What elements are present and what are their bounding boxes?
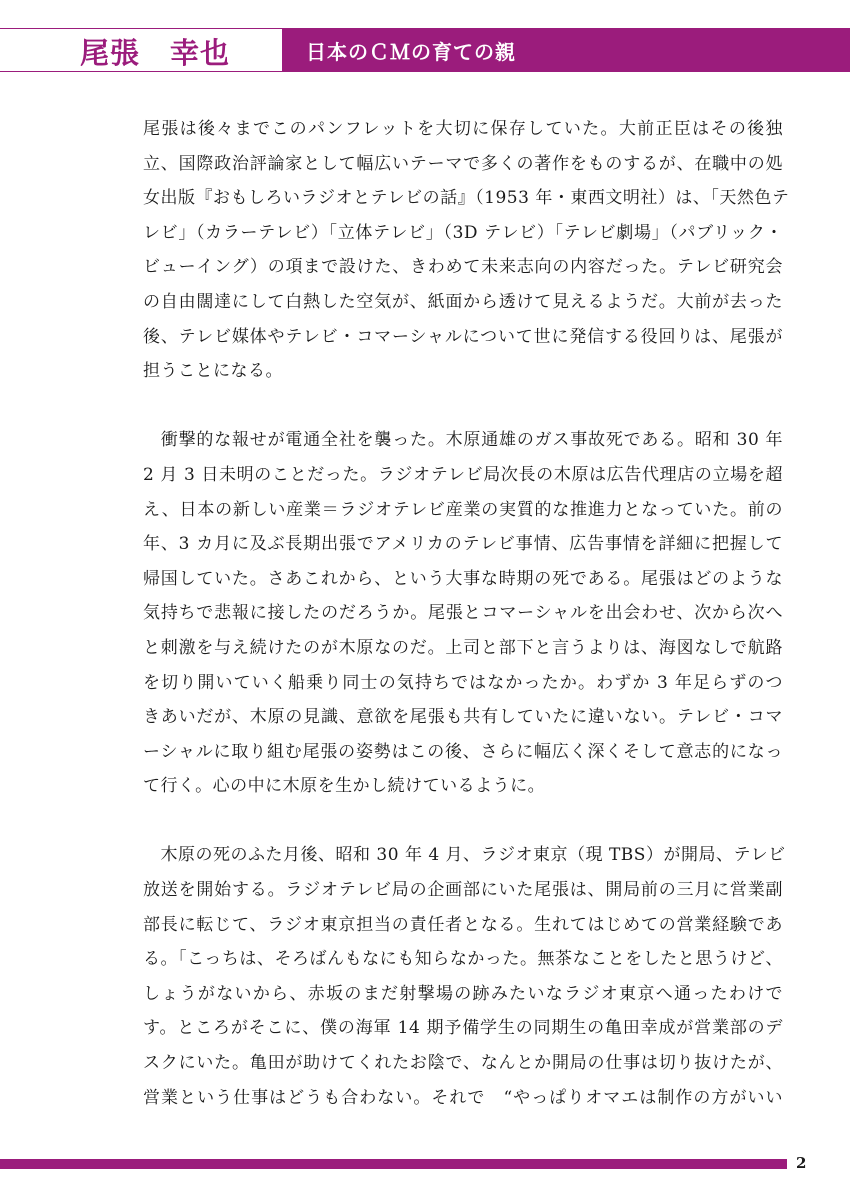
text-line: スクにいた。亀田が助けてくれたお陰で、なんとか開局の仕事は切り抜けたが、 <box>143 1053 783 1074</box>
text-line: 放送を開始する。ラジオテレビ局の企画部にいた尾張は、開局前の三月に営業副 <box>143 880 783 901</box>
author-box <box>0 28 282 72</box>
text-line: る。「こっちは、そろばんもなにも知らなかった。無茶なことをしたと思うけど、 <box>143 949 783 970</box>
text-line: 尾張は後々までこのパンフレットを大切に保存していた。大前正臣はその後独 <box>143 119 783 139</box>
author-name: 尾張 幸也 <box>80 36 231 70</box>
paragraph-gap <box>143 389 783 424</box>
footer-bar <box>0 1159 787 1169</box>
text-line: 担うことになる。 <box>143 361 283 382</box>
text-line: 営業という仕事はどうも合わない。それで “やっぱりオマエは制作の方がいい <box>143 1087 783 1108</box>
text-line: 年、3 カ月に及ぶ長期出張でアメリカのテレビ事情、広告事情を詳細に把握して <box>143 534 783 555</box>
text-line: 帰国していた。さあこれから、という大事な時期の死である。尾張はどのような <box>143 568 783 589</box>
text-line: きあいだが、木原の見識、意欲を尾張も共有していたに違いない。テレビ・コマ <box>143 707 783 728</box>
text-line: て行く。心の中に木原を生かし続けているように。 <box>143 776 546 797</box>
text-line: 部長に転じて、ラジオ東京担当の責任者となる。生れてはじめての営業経験であ <box>143 914 783 935</box>
page-number: 2 <box>796 1154 807 1172</box>
text-line: レビ」（カラーテレビ）「立体テレビ」（3D テレビ）「テレビ劇場」（パブリック・ <box>143 222 783 243</box>
paragraph-gap <box>143 804 783 839</box>
text-line: 女出版『おもしろいラジオとテレビの話』（1953 年・東西文明社）は、「天然色テ <box>143 188 790 209</box>
text-line: ビューイング）の項まで設けた、きわめて未来志向の内容だった。テレビ研究会 <box>143 257 783 278</box>
paragraph <box>143 112 790 389</box>
text-line: の自由闊達にして白熱した空気が、紙面から透けて見えるようだ。大前が去った <box>143 291 783 312</box>
text-line: す。ところがそこに、僕の海軍 14 期予備学生の同期生の亀田幸成が営業部のデ <box>143 1018 783 1039</box>
text-line: しょうがないから、赤坂のまだ射撃場の跡みたいなラジオ東京へ通ったわけで <box>143 983 783 1004</box>
text-line: ーシャルに取り組む尾張の姿勢はこの後、さらに幅広く深くそして意志的になっ <box>143 741 783 762</box>
text-line: 木原の死のふた月後、昭和 30 年 4 月、ラジオ東京（現 TBS）が開局、テレビ <box>143 845 786 866</box>
document-title: 日本のＣＭの育ての親 <box>306 40 516 64</box>
text-line: を切り開いていく船乗り同士の気持ちではなかったか。わずか 3 年足らずのつ <box>143 672 783 693</box>
text-line: 衝撃的な報せが電通全社を襲った。木原通雄のガス事故死である。昭和 30 年 <box>143 430 783 451</box>
paragraph <box>143 838 786 1115</box>
body-text <box>143 112 790 1115</box>
text-line: 後、テレビ媒体やテレビ・コマーシャルについて世に発信する役回りは、尾張が <box>143 326 783 347</box>
text-line: 気持ちで悲報に接したのだろうか。尾張とコマーシャルを出会わせ、次から次へ <box>143 603 783 624</box>
text-line: え、日本の新しい産業＝ラジオテレビ産業の実質的な推進力となっていた。前の <box>143 499 783 520</box>
page-header <box>0 28 850 72</box>
title-banner <box>282 28 850 72</box>
paragraph <box>143 423 783 804</box>
text-line: 2 月 3 日未明のことだった。ラジオテレビ局次長の木原は広告代理店の立場を超 <box>143 464 783 485</box>
text-line: 立、国際政治評論家として幅広いテーマで多くの著作をものするが、在職中の処 <box>143 153 783 174</box>
text-line: と刺激を与え続けたのが木原なのだ。上司と部下と言うよりは、海図なしで航路 <box>143 637 783 658</box>
